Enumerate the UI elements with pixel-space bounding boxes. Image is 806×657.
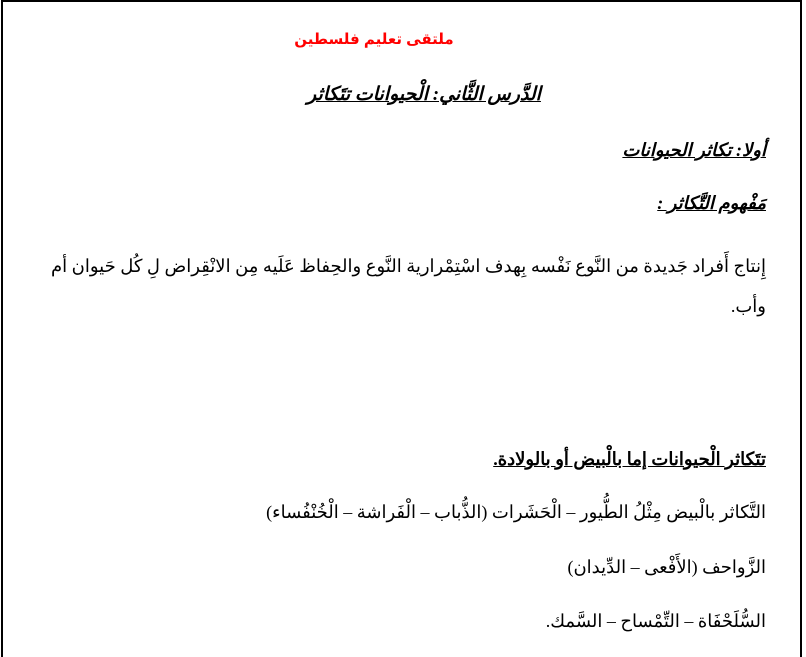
lesson-title: الدَّرس الثَّاني: الْحيوانات تتَكاثر (307, 84, 541, 105)
concept-heading: مَفْهوم التَّكاثر : (657, 193, 766, 213)
site-name: ملتقى تعليم فلسطين (294, 31, 454, 48)
reproduction-line: السُّلَحْفَاة – التِّمْساح – السَّمك. (545, 611, 766, 631)
definition-paragraph: إِنتاج أَفراد جَديدة من النَّوع نَفْسه بِهدف اسْتِمْرارية النَّوع والحِفاظ عَلَيه مِن الانْقِراض لِ كُل حَيوان أم وأب. (51, 256, 766, 316)
reproduction-line: الزَّواحف (الأَفْعى – الدِّيدان) (567, 557, 766, 577)
reproduction-line: التَّكاثر بالْبيض مِثْلُ الطُّيور – الْحَشَرات (الذُّباب – الْفَراشة – الْخُنْفُساء) (266, 502, 766, 522)
reproduction-heading: تتَكاثر الْحيوانات إما بالْبيض أو بالولادة. (493, 449, 766, 469)
section-heading: أولا: تكاثر الحيوانات (622, 140, 766, 160)
